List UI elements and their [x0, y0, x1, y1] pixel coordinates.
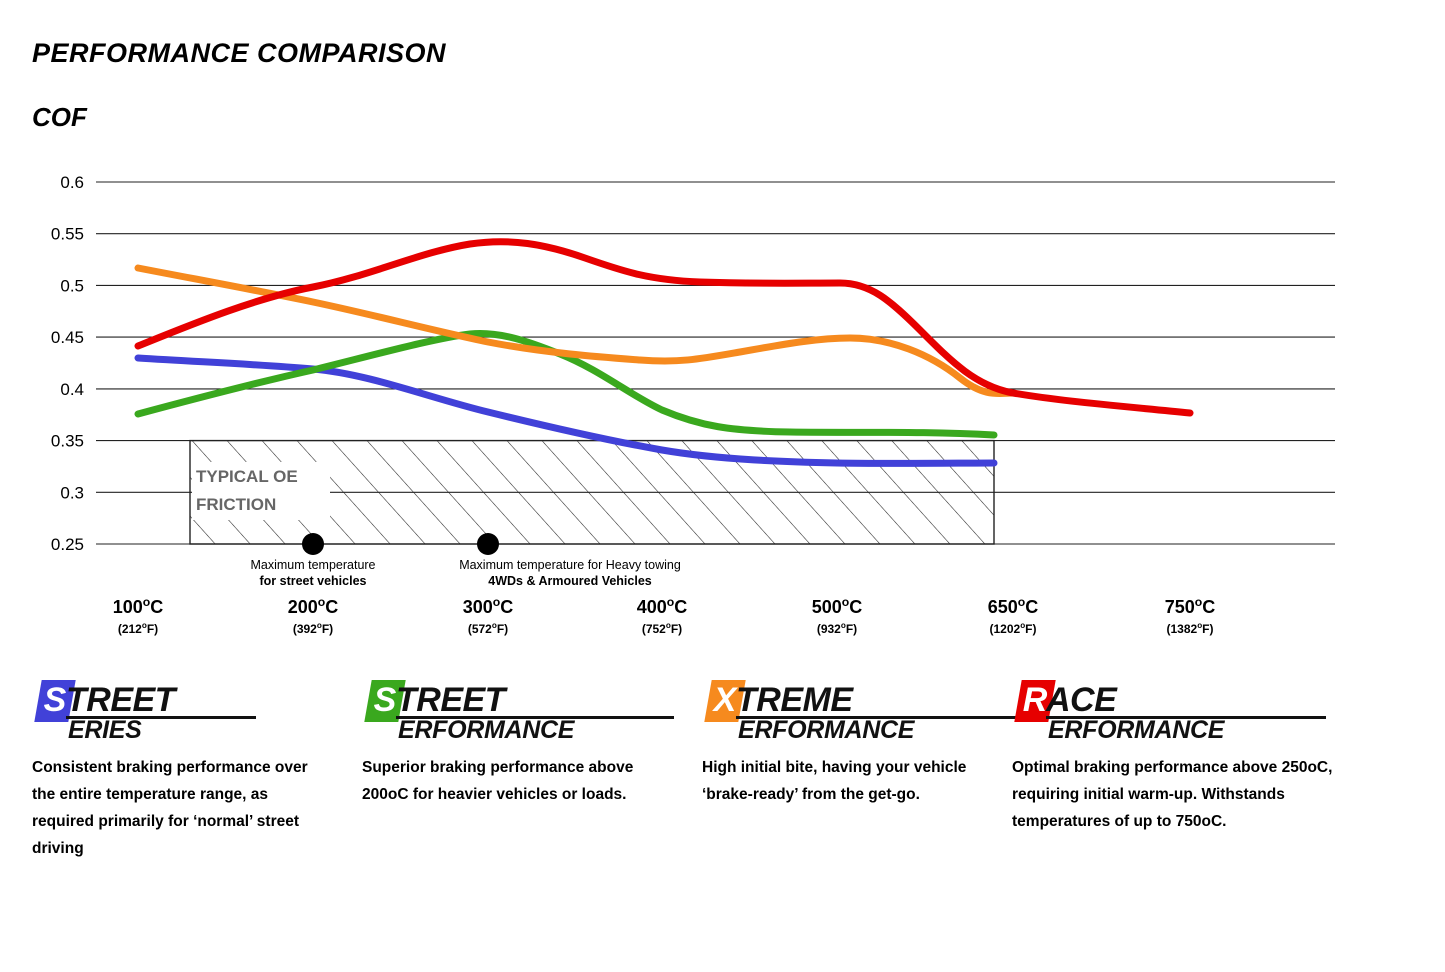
svg-text:FRICTION: FRICTION	[196, 495, 277, 514]
badge-letter: R	[1022, 681, 1048, 719]
logo-street-series	[32, 680, 334, 742]
badge-letter: S	[373, 681, 397, 719]
series-line-street-performance	[138, 334, 994, 435]
svg-text:0.5: 0.5	[60, 276, 84, 296]
typical-oe-friction-label	[192, 462, 330, 520]
svg-text:0.25: 0.25	[50, 535, 84, 554]
badge-letter: X	[713, 681, 737, 719]
logo-word-primary: ACE	[1046, 681, 1117, 719]
svg-text:0.35: 0.35	[50, 431, 84, 451]
x-tick-500c: 500$^o$C (932$^o$F)	[811, 595, 863, 636]
annotation-max-temp-towing: Maximum temperature for Heavy towing 4WDs & Armoured Vehicles	[459, 558, 681, 588]
x-tick-200c: 200$^o$C (392$^o$F)	[287, 595, 339, 636]
x-tick-100c: 100$^o$C (212$^o$F)	[112, 595, 164, 636]
logo-word-secondary: ERFORMANCE	[738, 716, 915, 744]
logo-xtreme-performance	[702, 680, 984, 742]
product-race-performance	[1012, 680, 1402, 863]
logo-word-secondary: ERFORMANCE	[398, 716, 575, 744]
logo-word-primary: TREET	[396, 681, 505, 719]
svg-text:TYPICAL OE: TYPICAL OE	[196, 467, 298, 486]
annotation-max-temp-street: Maximum temperature for street vehicles	[250, 558, 376, 588]
series-line-xtreme-performance	[138, 268, 1013, 394]
x-axis-labels	[0, 595, 1445, 655]
product-street-performance	[362, 680, 702, 863]
svg-text:0.55: 0.55	[50, 224, 84, 244]
svg-text:0.45: 0.45	[50, 328, 84, 348]
svg-text:0.6: 0.6	[60, 173, 84, 192]
badge-letter: S	[43, 681, 67, 719]
product-description: Optimal braking performance above 250oC, requiring initial warm-up. Withstands temperatures of up to 750oC.	[1012, 759, 1333, 831]
logo-word-secondary: ERFORMANCE	[1048, 716, 1225, 744]
svg-text:0.4: 0.4	[60, 379, 84, 399]
x-tick-650c: 650$^o$C (1202$^o$F)	[987, 595, 1039, 636]
product-legend	[0, 680, 1445, 863]
product-street-series	[0, 680, 362, 863]
product-description: Consistent braking performance over the entire temperature range, as required primarily for ‘normal’ street driving	[32, 759, 308, 858]
x-tick-750c: 750$^o$C (1382$^o$F)	[1164, 595, 1216, 636]
chart-area	[0, 150, 1445, 580]
y-axis-title: COF	[32, 102, 87, 132]
svg-text:0.3: 0.3	[60, 483, 84, 503]
product-description: Superior braking performance above 200oC for heavier vehicles or loads.	[362, 759, 634, 804]
logo-word-secondary: ERIES	[68, 716, 142, 744]
performance-chart	[0, 150, 1445, 590]
page-title: PERFORMANCE COMPARISON	[32, 38, 447, 68]
product-xtreme-performance	[702, 680, 1012, 863]
x-tick-300c: 300$^o$C (572$^o$F)	[462, 595, 514, 636]
series-line-race-performance	[138, 242, 1190, 413]
logo-word-primary: TREME	[736, 681, 853, 719]
y-axis-tick-labels	[51, 173, 84, 554]
logo-word-primary: TREET	[66, 681, 175, 719]
logo-street-performance	[362, 680, 674, 742]
product-description: High initial bite, having your vehicle ‘brake-ready’ from the get-go.	[702, 759, 967, 804]
x-tick-400c: 400$^o$C (752$^o$F)	[636, 595, 688, 636]
logo-race-performance	[1012, 680, 1374, 742]
